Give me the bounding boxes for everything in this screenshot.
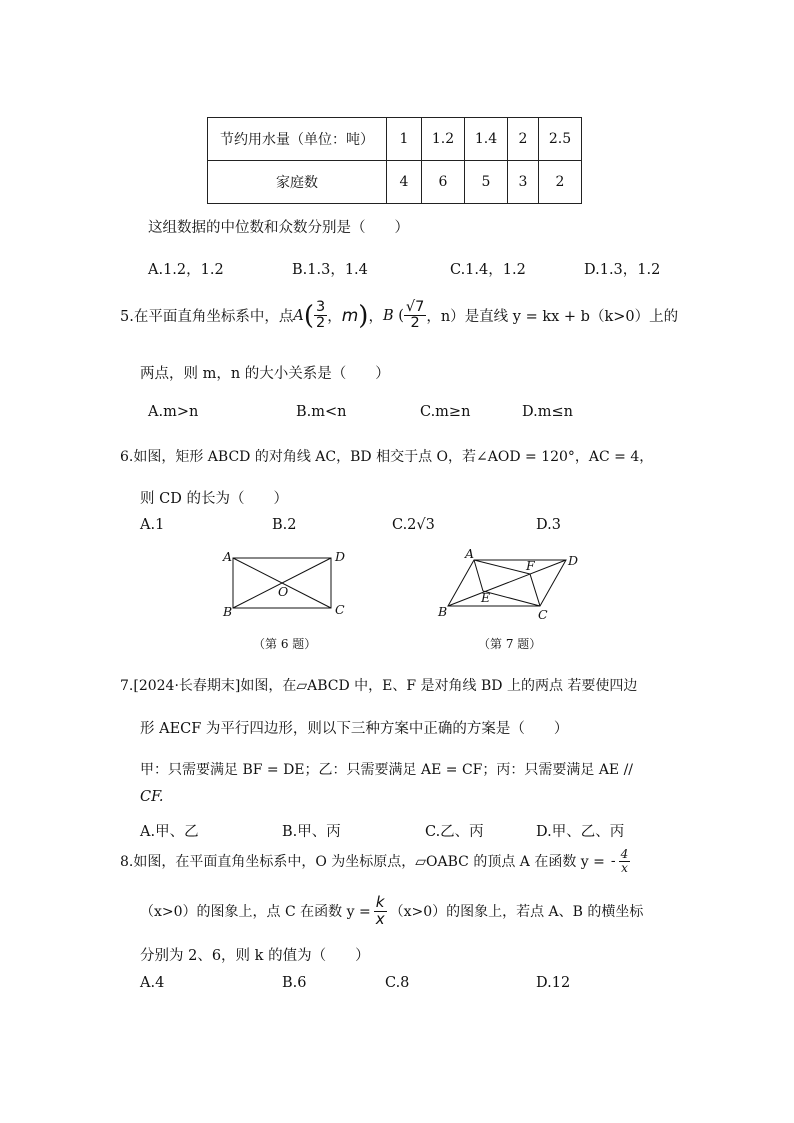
q8-line1-text: 8.如图，在平面直角坐标系中，O 为坐标原点，▱OABC 的顶点 A 在函数 y = [120, 854, 605, 871]
table-cell: 5 [465, 161, 508, 204]
q4-option-c[interactable]: C.1.4，1.2 [450, 262, 526, 278]
q6-option-b[interactable]: B.2 [272, 517, 297, 533]
q4-stem: 这组数据的中位数和众数分别是（ ） [148, 220, 409, 236]
q4-option-a[interactable]: A.1.2，1.2 [148, 262, 224, 278]
q6-option-d[interactable]: D.3 [536, 517, 561, 533]
label-c: C [538, 607, 548, 622]
q8-fraction-k-over-x: $\frac{k}{x}$ [375, 893, 385, 928]
q6-option-a[interactable]: A.1 [140, 517, 165, 533]
q8-line2 [140, 895, 643, 928]
label-c: C [335, 602, 345, 617]
figure-7-parallelogram [434, 544, 584, 624]
table-cell: 1.4 [465, 118, 508, 161]
label-b: B [438, 604, 448, 619]
table-header-cell: 节约用水量（单位：吨） [208, 118, 387, 161]
q4-option-b[interactable]: B.1.3，1.4 [292, 262, 368, 278]
segment-fc [530, 574, 540, 606]
table-cell: 2 [508, 118, 539, 161]
figure-7-caption: （第 7 题） [478, 637, 542, 651]
q7-line1: 7.[2024·长春期末]如图，在▱ABCD 中，E、F 是对角线 BD 上的两点 若要使四边 [120, 678, 638, 694]
q5-option-d[interactable]: D.m≤n [522, 404, 573, 420]
q8-option-c[interactable]: C.8 [385, 975, 410, 991]
q6-line1: 6.如图，矩形 ABCD 的对角线 AC，BD 相交于点 O，若∠AOD = 120°，AC = 4， [120, 449, 654, 465]
table-header-cell: 家庭数 [208, 161, 387, 204]
q6-option-c[interactable]: C.2√3 [392, 517, 435, 533]
q8-line1 [120, 848, 630, 874]
diagonal-bd [448, 560, 566, 606]
q7-line2: 形 AECF 为平行四边形，则以下三种方案中正确的方案是（ ） [140, 721, 569, 737]
table-cell: 6 [422, 161, 465, 204]
q8-option-a[interactable]: A.4 [140, 975, 165, 991]
figure-6-caption: （第 6 题） [253, 637, 317, 651]
q8-line2-text: （x>0）的图象上，点 C 在函数 y = [140, 904, 371, 921]
table-cell: 2.5 [539, 118, 582, 161]
label-d: D [335, 549, 346, 564]
label-a: A [465, 546, 475, 561]
q5-comma: ， [327, 309, 342, 326]
q5-option-a[interactable]: A.m>n [148, 404, 199, 420]
q7-option-c[interactable]: C.乙、丙 [425, 824, 484, 840]
q5-option-c[interactable]: C.m≥n [420, 404, 471, 420]
table-cell: 3 [508, 161, 539, 204]
q8-option-d[interactable]: D.12 [536, 975, 571, 991]
water-saving-table [207, 117, 582, 204]
table-cell: 2 [539, 161, 582, 204]
table-cell: 1 [387, 118, 422, 161]
table-cell: 1.2 [422, 118, 465, 161]
table-cell: 4 [387, 161, 422, 204]
label-b: B [223, 604, 233, 619]
q5-sep: ， [368, 309, 383, 326]
q5-line2: 两点，则 m，n 的大小关系是（ ） [140, 366, 390, 382]
label-o: O [278, 584, 289, 599]
q5-line1: 5.在平面直角坐标系中，点 A ( $\frac{3}{2}$ ， m ) ， B ( $\frac{√7}{2}$ ，n） 是直线 y = kx + b（k>0）上的 [120, 299, 679, 332]
q5-paren-open: ( [303, 300, 314, 331]
q7-option-d[interactable]: D.甲、乙、丙 [536, 824, 625, 840]
figure-6-rectangle [216, 546, 356, 626]
q8-line3: 分别为 2、6，则 k 的值为（ ） [140, 948, 370, 964]
q5-m: m [341, 305, 359, 326]
q4-option-d[interactable]: D.1.3，1.2 [584, 262, 661, 278]
q7-line4: CF. [140, 789, 164, 805]
label-e: E [481, 590, 491, 605]
q5-paren-close: ) [358, 300, 369, 331]
q5-point-a: A [293, 307, 304, 324]
segment-ae [474, 560, 483, 591]
q7-option-a[interactable]: A.甲、乙 [140, 824, 199, 840]
label-a: A [223, 549, 233, 564]
segment-ec [483, 591, 540, 606]
q5-point-b: B [382, 307, 394, 324]
q5-line-equation: 是直线 y = kx + b（k>0）上的 [464, 309, 679, 326]
q5-fraction-b: $\frac{√7}{2}$ [405, 299, 425, 332]
q5-prefix: 5.在平面直角坐标系中，点 [120, 309, 294, 326]
q8-minus-sign: - [610, 853, 616, 870]
q5-option-b[interactable]: B.m<n [296, 404, 347, 420]
q8-line2-rest: （x>0）的图象上，若点 A、B 的横坐标 [389, 904, 644, 921]
q5-fraction-a: $\frac{3}{2}$ [315, 299, 326, 332]
q5-b-rest: ，n） [426, 309, 465, 326]
table-row [208, 161, 582, 204]
q7-option-b[interactable]: B.甲、丙 [282, 824, 341, 840]
label-d: D [568, 553, 579, 568]
q6-line2: 则 CD 的长为（ ） [140, 491, 288, 507]
table-row [208, 118, 582, 161]
q8-fraction-neg-4-over-x: $\frac{4}{x}$ [620, 847, 629, 875]
q7-line3: 甲：只需要满足 BF = DE；乙：只需要满足 AE = CF；丙：只需要满足 AE // [140, 762, 634, 778]
segment-af [474, 560, 530, 574]
label-f: F [526, 558, 535, 573]
q8-option-b[interactable]: B.6 [282, 975, 307, 991]
